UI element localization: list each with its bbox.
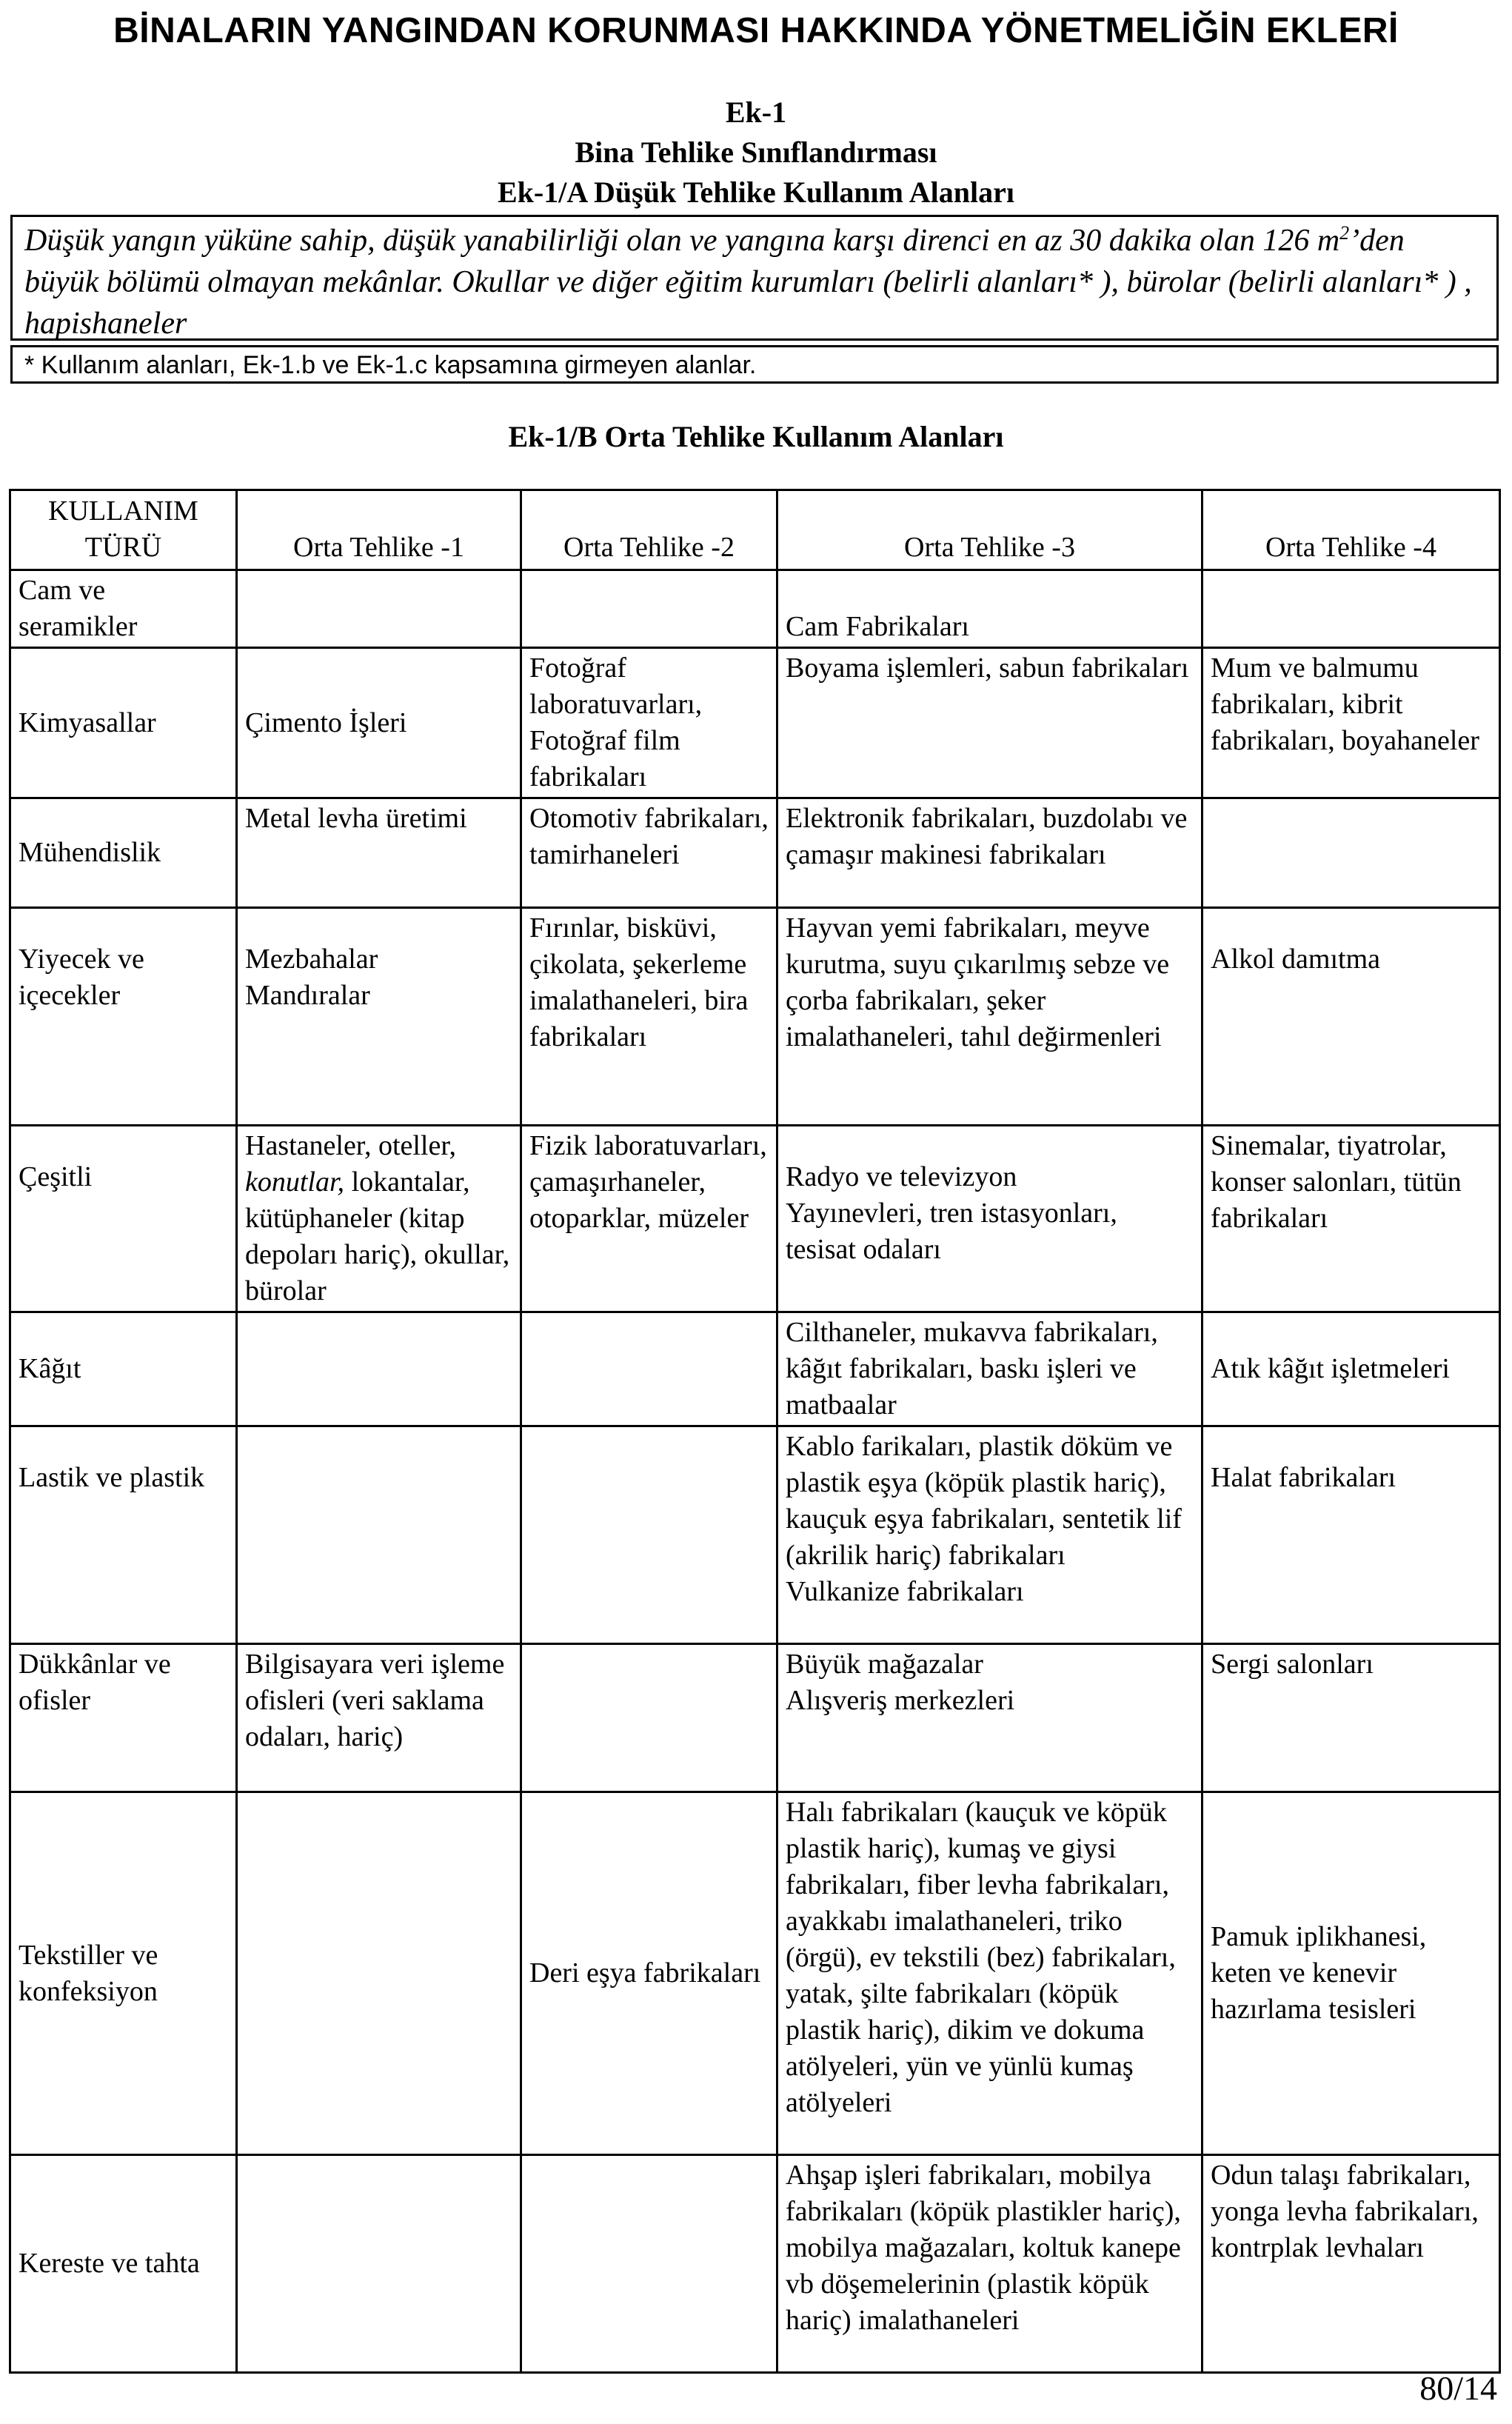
header-usage-type: KULLANIM TÜRÜ (10, 490, 237, 570)
oh1-cell (237, 1426, 521, 1644)
description-part1: Düşük yangın yüküne sahip, düşük yanabilirliği olan ve yangına karşı direnci en az 30 dakika olan 126 m (24, 224, 1340, 258)
oh4-cell: Atık kâğıt işletmeleri (1202, 1312, 1500, 1426)
annex-title: Bina Tehlike Sınıflandırması (575, 136, 937, 169)
usage-type-cell: Cam ve seramikler (10, 570, 237, 648)
oh3-cell: Cam Fabrikaları (777, 570, 1202, 648)
oh3-cell: Kablo farikaları, plastik döküm ve plastik eşya (köpük plastik hariç), kauçuk eşya fabrikaları, sentetik lif (akrilik hariç) fabrikaları Vulkanize fabrikaları (777, 1426, 1202, 1644)
description-superscript: 2 (1339, 222, 1350, 244)
table-row (10, 1426, 1500, 1644)
section-b-title: Ek-1/B Orta Tehlike Kullanım Alanları (508, 420, 1004, 453)
usage-type-cell: Lastik ve plastik (10, 1426, 237, 1644)
oh3-cell: Büyük mağazalar Alışveriş merkezleri (777, 1644, 1202, 1792)
table-row (10, 2155, 1500, 2373)
table-row (10, 1792, 1500, 2155)
annex-label: Ek-1 (725, 96, 787, 129)
usage-type-cell: Kimyasallar (10, 648, 237, 798)
page-title: BİNALARIN YANGINDAN KORUNMASI HAKKINDA YÖNETMELİĞİN EKLERİ (113, 11, 1399, 50)
note-text: * Kullanım alanları, Ek-1.b ve Ek-1.c kapsamına girmeyen alanlar. (24, 351, 757, 379)
oh3-cell: Radyo ve televizyon Yayınevleri, tren istasyonları, tesisat odaları (777, 1126, 1202, 1312)
oh3-cell: Hayvan yemi fabrikaları, meyve kurutma, suyu çıkarılmış sebze ve çorba fabrikaları, şeker imalathaneleri, tahıl değirmenleri (777, 908, 1202, 1126)
table-row (10, 798, 1500, 908)
oh1-cell: Metal levha üretimi (237, 798, 521, 908)
usage-type-cell: Mühendislik (10, 798, 237, 908)
oh1-cell (237, 570, 521, 648)
medium-hazard-table (9, 489, 1501, 2374)
oh2-cell (521, 1644, 777, 1792)
oh4-cell (1202, 570, 1500, 648)
oh2-cell: Fotoğraf laboratuvarları, Fotoğraf film fabrikaları (521, 648, 777, 798)
table-row (10, 1312, 1500, 1426)
table-row (10, 1644, 1500, 1792)
low-hazard-description (24, 220, 1485, 344)
oh2-cell (521, 1312, 777, 1426)
oh1-cell (237, 2155, 521, 2373)
oh2-cell: Deri eşya fabrikaları (521, 1792, 777, 2155)
table-header-row (10, 490, 1500, 570)
oh2-cell: Otomotiv fabrikaları, tamirhaneleri (521, 798, 777, 908)
oh3-cell: Boyama işlemleri, sabun fabrikaları (777, 648, 1202, 798)
usage-type-cell: Kâğıt (10, 1312, 237, 1426)
header-oh2: Orta Tehlike -2 (521, 490, 777, 570)
oh4-cell: Odun talaşı fabrikaları, yonga levha fabrikaları, kontrplak levhaları (1202, 2155, 1500, 2373)
usage-type-cell: Çeşitli (10, 1126, 237, 1312)
header-oh4: Orta Tehlike -4 (1202, 490, 1500, 570)
oh3-cell: Ahşap işleri fabrikaları, mobilya fabrikaları (köpük plastikler hariç), mobilya mağazaları, koltuk kanepe vb döşemelerinin (plastik köpük hariç) imalathaneleri (777, 2155, 1202, 2373)
oh4-cell: Pamuk iplikhanesi, keten ve kenevir hazırlama tesisleri (1202, 1792, 1500, 2155)
section-a-title: Ek-1/A Düşük Tehlike Kullanım Alanları (497, 176, 1015, 209)
header-oh3: Orta Tehlike -3 (777, 490, 1202, 570)
table-row (10, 908, 1500, 1126)
usage-type-cell: Dükkânlar ve ofisler (10, 1644, 237, 1792)
oh4-cell (1202, 798, 1500, 908)
oh1-cell (237, 1792, 521, 2155)
oh4-cell: Mum ve balmumu fabrikaları, kibrit fabrikaları, boyahaneler (1202, 648, 1500, 798)
oh3-cell: Halı fabrikaları (kauçuk ve köpük plastik hariç), kumaş ve giysi fabrikaları, fiber levha fabrikaları, ayakkabı imalathaneleri, triko (örgü), ev tekstili (bez) fabrikaları, yatak, şilte fabrikaları (köpük plastik hariç), dikim ve dokuma atölyeleri, yün ve yünlü kumaş atölyeleri (777, 1792, 1202, 2155)
usage-type-cell: Yiyecek ve içecekler (10, 908, 237, 1126)
oh1-cell: Bilgisayara veri işleme ofisleri (veri saklama odaları, hariç) (237, 1644, 521, 1792)
oh2-cell: Fırınlar, bisküvi, çikolata, şekerleme imalathaneleri, bira fabrikaları (521, 908, 777, 1126)
oh4-cell: Halat fabrikaları (1202, 1426, 1500, 1644)
oh1-cell: Mezbahalar Mandıralar (237, 908, 521, 1126)
oh3-cell: Elektronik fabrikaları, buzdolabı ve çamaşır makinesi fabrikaları (777, 798, 1202, 908)
low-hazard-description-box (10, 215, 1499, 341)
oh1-cell: Hastaneler, oteller, konutlar, lokantalar, kütüphaneler (kitap depoları hariç), okullar, bürolar (237, 1126, 521, 1312)
oh1-cell: Çimento İşleri (237, 648, 521, 798)
header-oh1: Orta Tehlike -1 (237, 490, 521, 570)
oh1-cell (237, 1312, 521, 1426)
oh4-cell: Sergi salonları (1202, 1644, 1500, 1792)
note-box (10, 345, 1499, 384)
table-row (10, 648, 1500, 798)
oh4-cell: Sinemalar, tiyatrolar, konser salonları, tütün fabrikaları (1202, 1126, 1500, 1312)
oh2-cell (521, 1426, 777, 1644)
usage-type-cell: Kereste ve tahta (10, 2155, 237, 2373)
oh2-cell: Fizik laboratuvarları, çamaşırhaneler, otoparklar, müzeler (521, 1126, 777, 1312)
table-row (10, 570, 1500, 648)
page-number: 80/14 (1419, 2369, 1497, 2407)
oh2-cell (521, 570, 777, 648)
usage-type-cell: Tekstiller ve konfeksiyon (10, 1792, 237, 2155)
oh2-cell (521, 2155, 777, 2373)
oh3-cell: Cilthaneler, mukavva fabrikaları, kâğıt fabrikaları, baskı işleri ve matbaalar (777, 1312, 1202, 1426)
oh4-cell: Alkol damıtma (1202, 908, 1500, 1126)
table-row (10, 1126, 1500, 1312)
description-part2: ’den büyük bölümü olmayan mekânlar. Okullar ve diğer eğitim kurumları (belirli alanları* ), bürolar (belirli alanları* ) , hapishaneler (24, 224, 1472, 341)
